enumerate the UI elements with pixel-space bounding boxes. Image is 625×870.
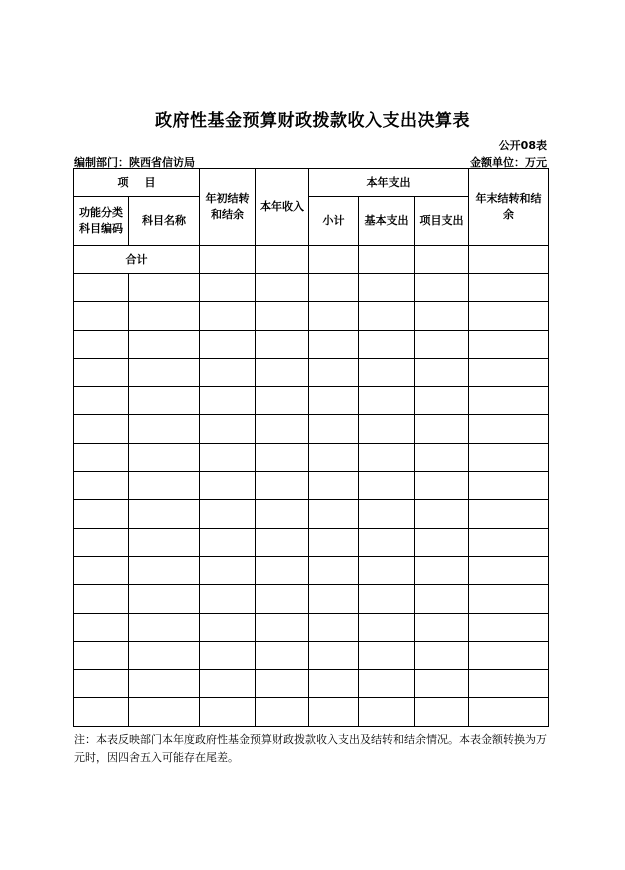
table-cell [309, 415, 359, 443]
table-cell [200, 556, 256, 584]
table-cell [469, 500, 549, 528]
table-row [74, 670, 549, 698]
table-cell [74, 274, 129, 302]
table-cell [200, 472, 256, 500]
table-cell [309, 302, 359, 330]
table-cell [415, 698, 469, 726]
table-cell [200, 387, 256, 415]
table-row [74, 302, 549, 330]
table-row [74, 358, 549, 386]
table-row [74, 330, 549, 358]
table-cell [256, 443, 309, 471]
table-cell [359, 415, 415, 443]
total-row [74, 246, 549, 274]
table-cell [309, 585, 359, 613]
table-cell [256, 387, 309, 415]
table-cell [256, 585, 309, 613]
table-row [74, 443, 549, 471]
table-cell [256, 472, 309, 500]
total-year-income [256, 246, 309, 274]
table-cell [129, 585, 200, 613]
table-cell [469, 613, 549, 641]
table-row [74, 641, 549, 669]
header-item-a: 项 [117, 175, 129, 189]
table-cell [359, 613, 415, 641]
table-cell [415, 415, 469, 443]
table-cell [256, 274, 309, 302]
table-cell [256, 330, 309, 358]
table-cell [256, 358, 309, 386]
table-cell [129, 556, 200, 584]
table-cell [415, 387, 469, 415]
header-item [74, 169, 200, 197]
table-cell [309, 641, 359, 669]
table-cell [200, 330, 256, 358]
table-cell [359, 330, 415, 358]
table-cell [74, 670, 129, 698]
table-cell [359, 556, 415, 584]
table-cell [74, 472, 129, 500]
table-cell [256, 556, 309, 584]
table-row [74, 387, 549, 415]
footnote: 注：本表反映部门本年度政府性基金预算财政拨款收入支出及结转和结余情况。本表金额转换为万元时，因四舍五入可能存在尾差。 [74, 733, 547, 764]
header-begin-balance: 年初结转和结余 [200, 169, 256, 246]
table-cell [200, 358, 256, 386]
table-cell [200, 641, 256, 669]
table-cell [469, 698, 549, 726]
table-cell [74, 302, 129, 330]
table-cell [256, 670, 309, 698]
table-cell [469, 358, 549, 386]
table-cell [256, 641, 309, 669]
table-cell [359, 358, 415, 386]
table-cell [256, 528, 309, 556]
table-cell [309, 472, 359, 500]
table-cell [359, 472, 415, 500]
header-year-expense: 本年支出 [309, 169, 469, 197]
table-cell [469, 274, 549, 302]
table-cell [469, 472, 549, 500]
table-cell [129, 330, 200, 358]
table-cell [415, 443, 469, 471]
total-label: 合计 [74, 246, 200, 274]
table-cell [415, 528, 469, 556]
table-cell [74, 387, 129, 415]
header-project-expense: 项目支出 [415, 197, 469, 246]
table-cell [469, 641, 549, 669]
table-cell [200, 443, 256, 471]
table-row [74, 613, 549, 641]
table-row [74, 274, 549, 302]
table-cell [74, 358, 129, 386]
table-cell [129, 415, 200, 443]
table-cell [256, 415, 309, 443]
table-cell [309, 556, 359, 584]
table-cell [469, 670, 549, 698]
table-cell [129, 641, 200, 669]
header-year-income: 本年收入 [256, 169, 309, 246]
table-cell [200, 585, 256, 613]
table-cell [309, 330, 359, 358]
table-cell [256, 613, 309, 641]
table-cell [200, 670, 256, 698]
table-cell [74, 698, 129, 726]
table-row [74, 528, 549, 556]
header-subtotal: 小计 [309, 197, 359, 246]
table-cell [74, 585, 129, 613]
table-cell [129, 274, 200, 302]
table-cell [256, 302, 309, 330]
table-cell [74, 415, 129, 443]
table-row [74, 500, 549, 528]
table-cell [309, 670, 359, 698]
table-cell [359, 670, 415, 698]
table-cell [415, 556, 469, 584]
table-cell [74, 443, 129, 471]
table-row [74, 698, 549, 726]
table-cell [200, 302, 256, 330]
table-cell [359, 274, 415, 302]
table-cell [359, 698, 415, 726]
table-row [74, 415, 549, 443]
total-subtotal [309, 246, 359, 274]
table-cell [359, 443, 415, 471]
table-cell [359, 585, 415, 613]
table-cell [129, 698, 200, 726]
table-cell [309, 387, 359, 415]
table-cell [129, 528, 200, 556]
header-basic-expense: 基本支出 [359, 197, 415, 246]
compiling-department: 编制部门：陕西省信访局 [74, 156, 195, 169]
table-cell [200, 528, 256, 556]
table-cell [359, 500, 415, 528]
table-cell [415, 274, 469, 302]
page-title: 政府性基金预算财政拨款收入支出决算表 [155, 111, 470, 131]
table-cell [469, 556, 549, 584]
table-cell [129, 387, 200, 415]
table-row [74, 556, 549, 584]
header-func-class: 功能分类科目编码 [74, 197, 129, 246]
table-cell [309, 358, 359, 386]
table-cell [309, 274, 359, 302]
table-cell [309, 613, 359, 641]
table-cell [469, 302, 549, 330]
total-basic-expense [359, 246, 415, 274]
total-begin-balance [200, 246, 256, 274]
table-cell [309, 528, 359, 556]
table-number: 公开08表 [498, 139, 547, 152]
table-cell [415, 585, 469, 613]
table-cell [200, 415, 256, 443]
table-cell [415, 358, 469, 386]
table-cell [309, 443, 359, 471]
header-end-balance: 年末结转和结余 [469, 169, 549, 246]
table-cell [74, 528, 129, 556]
table-row [74, 472, 549, 500]
table-cell [200, 613, 256, 641]
table-cell [129, 472, 200, 500]
table-cell [200, 274, 256, 302]
table-cell [359, 302, 415, 330]
table-cell [415, 613, 469, 641]
table-cell [469, 528, 549, 556]
header-subject-name: 科目名称 [129, 197, 200, 246]
table-cell [359, 528, 415, 556]
table-cell [415, 670, 469, 698]
table-cell [415, 302, 469, 330]
budget-table [73, 168, 549, 727]
table-cell [359, 387, 415, 415]
table-cell [256, 500, 309, 528]
table-cell [74, 500, 129, 528]
table-cell [469, 415, 549, 443]
total-project-expense [415, 246, 469, 274]
table-cell [74, 641, 129, 669]
table-cell [415, 330, 469, 358]
table-cell [415, 472, 469, 500]
table-cell [129, 443, 200, 471]
table-cell [129, 302, 200, 330]
table-cell [74, 613, 129, 641]
table-cell [200, 698, 256, 726]
table-cell [256, 698, 309, 726]
table-cell [200, 500, 256, 528]
table-cell [359, 641, 415, 669]
header-item-b: 目 [144, 175, 156, 189]
table-cell [469, 387, 549, 415]
table-cell [415, 641, 469, 669]
table-cell [469, 330, 549, 358]
table-cell [129, 613, 200, 641]
amount-unit: 金额单位：万元 [470, 156, 547, 169]
table-cell [469, 585, 549, 613]
table-cell [309, 500, 359, 528]
table-cell [74, 330, 129, 358]
table-cell [415, 500, 469, 528]
table-cell [469, 443, 549, 471]
table-cell [309, 698, 359, 726]
table-cell [129, 500, 200, 528]
table-cell [129, 670, 200, 698]
table-cell [74, 556, 129, 584]
total-end-balance [469, 246, 549, 274]
table-cell [129, 358, 200, 386]
table-row [74, 585, 549, 613]
